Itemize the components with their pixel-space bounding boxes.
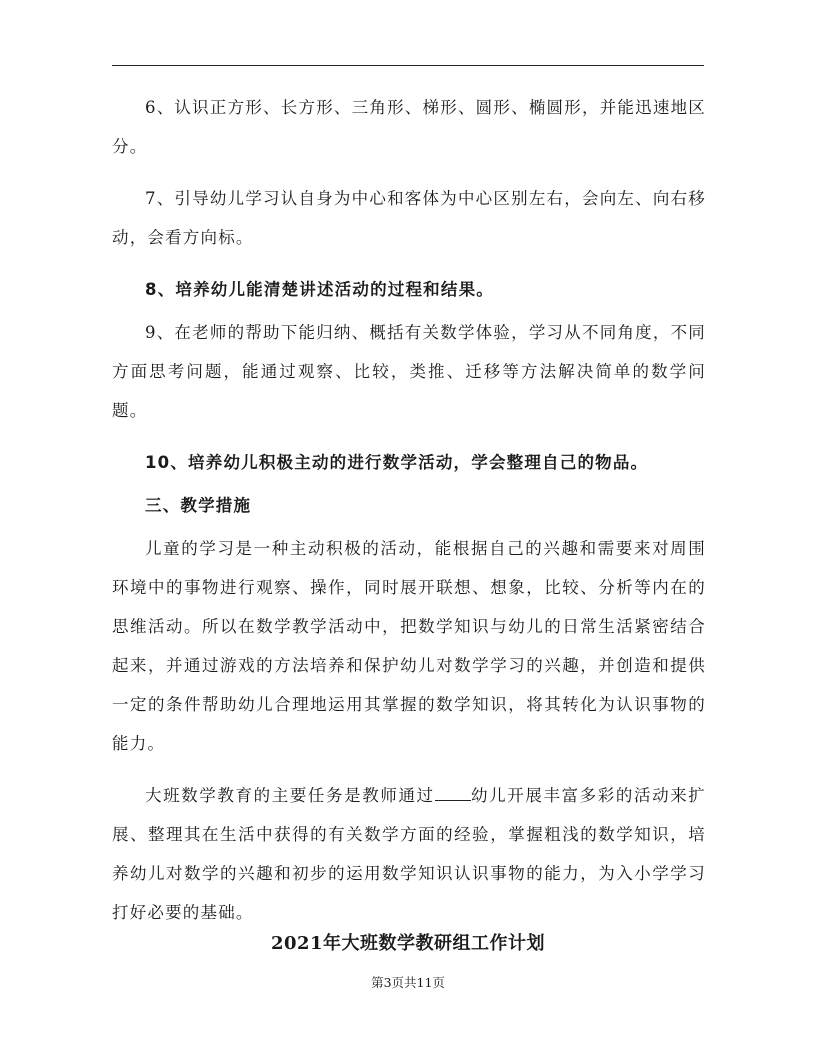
measures-paragraph-1: 儿童的学习是一种主动积极的活动，能根据自己的兴趣和需要来对周围环境中的事物进行观察、操作，同时展开联想、想象，比较、分析等内在的思维活动。所以在数学教学活动中，把数学知识与幼儿的日常生活紧密结合起来，并通过游戏的方法培养和保护幼儿对数学学习的兴趣，并创造和提供一定的条件帮助幼儿合理地运用其掌握的数学知识，将其转化为认识事物的能力。 — [112, 539, 706, 753]
measures-paragraph-2-start: 大班数学教育的主要任务是教师通过 — [145, 786, 435, 805]
document-body — [112, 88, 706, 932]
measures-paragraph-2-end: 幼儿开展丰富多彩的活动来扩展、整理其在生活中获得的有关数学方面的经验，掌握粗浅的数学知识，培养幼儿对数学的兴趣和初步的运用数学知识认识事物的能力，为入小学学习打好必要的基础。 — [112, 786, 706, 922]
goal-item-9: 9、在老师的帮助下能归纳、概括有关数学体验，学习从不同角度，不同方面思考问题，能通过观察、比较，类推、迁移等方法解决简单的数学问题。 — [112, 323, 706, 420]
measures-paragraph-2 — [112, 776, 706, 932]
fill-in-blank — [435, 784, 471, 802]
section-heading-teaching-measures: 三、教学措施 — [145, 496, 252, 515]
goal-item-6: 6、认识正方形、长方形、三角形、梯形、圆形、椭圆形，并能迅速地区分。 — [112, 98, 706, 156]
header-rule — [112, 65, 704, 66]
page-number-footer: 第3页共11页 — [371, 975, 445, 990]
goal-item-8: 8、培养幼儿能清楚讲述活动的过程和结果。 — [145, 280, 494, 299]
goal-item-10: 10、培养幼儿积极主动的进行数学活动，学会整理自己的物品。 — [145, 453, 649, 472]
goal-item-7: 7、引导幼儿学习认自身为中心和客体为中心区别左右，会向左、向右移动，会看方向标。 — [112, 189, 706, 247]
document-title: 2021年大班数学教研组工作计划 — [270, 933, 546, 954]
